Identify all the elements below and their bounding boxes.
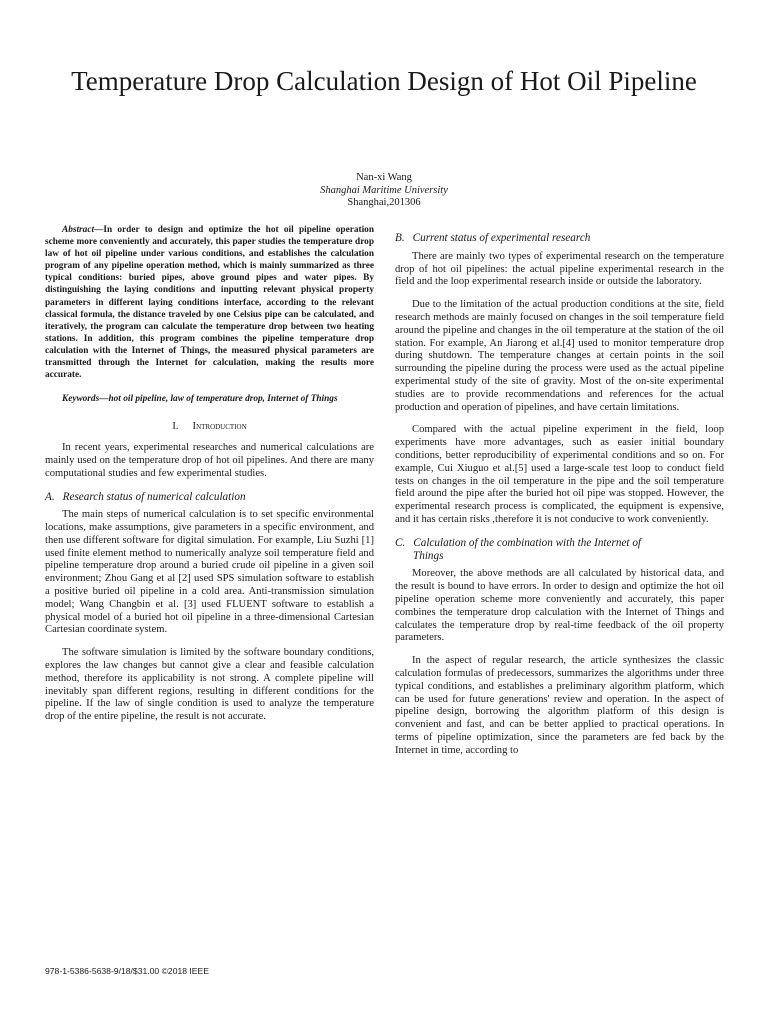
subsection-title-line2: Things <box>413 549 444 562</box>
subsection-c-paragraph-2: In the aspect of regular research, the article synthesizes the classic calculation formulas of predecessors, summarizes the algorithms under three typical conditions, and establishes a preliminary algorithm platform, which can be used for future generations' review and operation. In the aspect of pipeline design, borrowing the algorithm platform of this design is convenient and fast, and can be better applied to practical operations. In terms of pipeline optimization, since the parameters are fed back by the Internet in time, according to <box>395 655 724 756</box>
author-location: Shanghai,201306 <box>347 197 421 208</box>
subsection-a-paragraph-2: The software simulation is limited by the software boundary conditions, explores the law changes but cannot give a clear and feasible calculation method, therefore its applicability is not strong. A complete pipeline will inevitably span different regions, resulting in different conditions for the pipeline. If the law of single condition is used to analyze the temperature drop of the entire pipeline, the result is not accurate. <box>45 647 374 723</box>
keywords: Keywords—hot oil pipeline, law of temperature drop, Internet of Things <box>62 394 338 405</box>
intro-paragraph: In recent years, experimental researches and numerical calculations are mainly used on the temperature drop of hot oil pipelines. And there are many computational studies and few experimental studies. <box>45 442 374 479</box>
subsection-b-paragraph-2: Due to the limitation of the actual production conditions at the site, field research methods are mainly focused on changes in the soil temperature field around the pipeline and changes in the oil temperature at the station of the oil station. For example, An Jiarong et al.[4] used to monitor temperature drop during shutdown. The temperature changes at certain points in the soil surrounding the pipeline during the process were used as the actual pipeline experimental study of the site of gravity. Most of the on-site experimental studies are to provide recommendations and references for the actual production and operation of pipelines, and have certain limitations. <box>395 299 724 413</box>
section-heading-introduction <box>45 421 374 434</box>
subsection-heading-b <box>395 232 724 245</box>
author-affiliation: Shanghai Maritime University <box>320 184 448 196</box>
subsection-a-paragraph-1: The main steps of numerical calculation is to set specific environmental locations, make assumptions, give parameters in a specific environment, and then use different software for digital simulation. For example, Liu Suzhi [1] used finite element method to numerically analyze soil temperature field and pipeline temperature drop around a buried crude oil pipeline in a given soil environment; Zhou Gang et al [2] used SPS simulation software to establish a positive buried oil pipeline in a cold area. Anti-transmission simulation model; Wang Changbin et al. [3] used FLUENT software to establish a physical model of a buried hot oil pipeline in a three-dimensional Cartesian Cartesian coordinate system. <box>45 509 374 636</box>
abstract <box>45 224 374 381</box>
right-column <box>395 232 724 767</box>
subsection-heading-c <box>395 537 724 563</box>
left-column <box>45 224 374 734</box>
subsection-b-paragraph-3: Compared with the actual pipeline experiment in the field, loop experiments have more advantages, such as easier initial boundary conditions, better reproducibility of experimental conditions and so on. For example, Cui Xiuguo et al.[5] used a large-scale test loop to conduct field tests on changes in the oil temperature in the pipe and the soil temperature field around the pipe after the buried hot oil pipe was stopped. However, the experimental research process is complicated, the equipment is expensive, and it has certain risks ,therefore it is not conducive to work conveniently. <box>395 424 724 525</box>
copyright-footer: 978-1-5386-5638-9/18/$31.00 ©2018 IEEE <box>45 966 210 976</box>
subsection-heading-a <box>45 491 374 504</box>
subsection-title-line1: Calculation of the combination with the Internet of <box>413 536 642 549</box>
author-name: Nan-xi Wang <box>356 172 412 183</box>
author-block <box>0 172 768 210</box>
subsection-title: Research status of numerical calculation <box>62 490 246 503</box>
section-title: Introduction <box>192 421 247 433</box>
subsection-letter: A. <box>45 490 55 503</box>
abstract-lead: Abstract <box>62 225 95 235</box>
paper-title: Temperature Drop Calculation Design of Hot Oil Pipeline <box>71 66 697 96</box>
subsection-letter: B. <box>395 232 405 244</box>
subsection-c-paragraph-1: Moreover, the above methods are all calculated by historical data, and the result is bound to have errors. In order to design and optimize the hot oil pipeline operation scheme more conveniently and accurately, this paper combines the temperature drop calculation with the Internet of Things and calculates the temperature drop by real-time feedback of the oil property parameters. <box>395 568 724 644</box>
subsection-letter: C. <box>395 536 406 549</box>
abstract-text: —In order to design and optimize the hot oil pipeline operation scheme more conveniently and accurately, this paper studies the temperature drop law of hot oil pipeline under various conditions, and establishes the calculation program of any pipeline operation method, which is mainly summarized as three typical conditions: buried pipes, above ground pipes and water pipes. By distinguishing the laying conditions and inputting relevant physical property parameters in different laying conditions interface, according to the relevant classical formula, the distance traveled by one Celsius pipe can be calculated, and iteratively, the program can calculate the temperature drop between two heating stations. In addition, this program combines the pipeline temperature drop calculation with the Internet of Things, the measured physical parameters are transmitted through the Internet for calculation, making the results more accurate. <box>45 225 374 381</box>
subsection-title: Current status of experimental research <box>412 232 591 244</box>
section-number: I. <box>172 421 179 433</box>
subsection-b-paragraph-1: There are mainly two types of experimental research on the temperature drop of hot oil pipelines: the actual pipeline experimental research in the field and the loop experimental research inside or outside the laboratory. <box>395 250 724 288</box>
